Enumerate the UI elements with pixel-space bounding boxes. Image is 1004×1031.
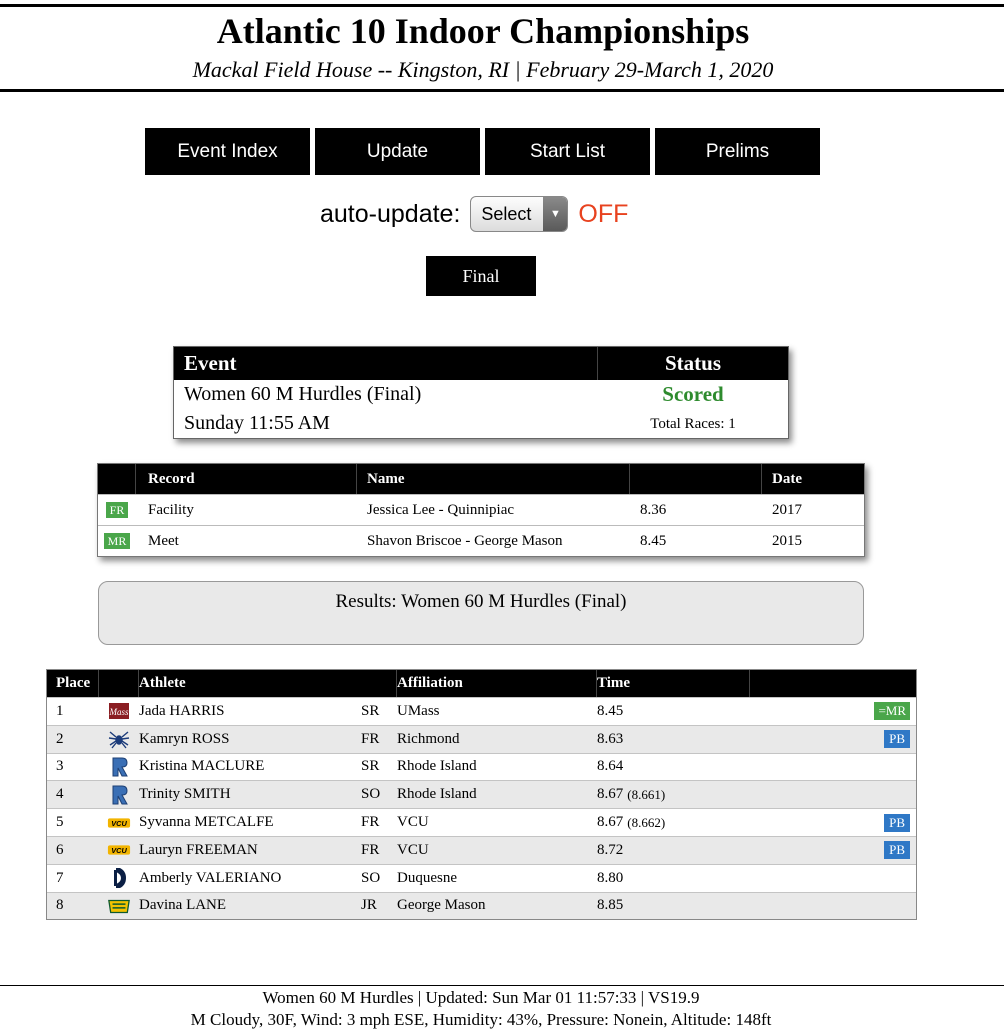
result-time: 8.67 (8.661)	[597, 786, 666, 803]
results-title-box	[98, 581, 864, 645]
athlete-year: SO	[361, 869, 381, 886]
update-button[interactable]: Update	[315, 128, 480, 175]
athlete-year: SR	[361, 702, 380, 719]
duquesne-logo-icon	[107, 868, 131, 888]
athlete-affiliation: George Mason	[397, 897, 486, 914]
auto-update-select[interactable]	[470, 196, 568, 232]
event-info-row	[174, 380, 788, 409]
athlete-year: FR	[361, 814, 380, 831]
athlete-name: Kamryn ROSS	[139, 730, 230, 747]
results-title: Results: Women 60 M Hurdles (Final)	[335, 591, 627, 612]
result-row	[47, 697, 916, 725]
header-bottom-rule	[0, 89, 1004, 92]
event-name: Women 60 M Hurdles (Final)	[184, 383, 422, 405]
athlete-affiliation: VCU	[397, 841, 429, 858]
athlete-year: JR	[361, 897, 377, 914]
athlete-name: Kristina MACLURE	[139, 758, 265, 775]
auto-update-control	[320, 196, 628, 232]
result-place: 4	[56, 786, 64, 803]
result-time: 8.67 (8.662)	[597, 814, 666, 831]
athlete-affiliation: Rhode Island	[397, 786, 477, 803]
record-type: Facility	[148, 501, 194, 518]
result-place: 3	[56, 758, 64, 775]
date-column-header: Date	[772, 470, 802, 487]
event-column-header: Event	[174, 347, 598, 380]
result-time: 8.80	[597, 869, 624, 886]
athlete-name: Trinity SMITH	[139, 786, 231, 803]
result-row	[47, 808, 916, 836]
footer-weather-line: M Cloudy, 30F, Wind: 3 mph ESE, Humidity: 43%, Pressure: Nonein, Altitude: 148ft	[190, 1010, 772, 1029]
record-row	[98, 525, 864, 556]
tiebreak-time: (8.661)	[627, 786, 666, 802]
chevron-down-icon[interactable]: ▼	[543, 197, 567, 231]
header-filler	[750, 670, 868, 697]
athlete-affiliation: Richmond	[397, 730, 460, 747]
place-column-header: Place	[47, 670, 99, 697]
result-place: 7	[56, 869, 64, 886]
result-place: 8	[56, 897, 64, 914]
tag-column-header	[868, 670, 916, 697]
total-races: Total Races: 1	[650, 415, 736, 432]
personal-best-tag: PB	[884, 841, 910, 859]
personal-best-tag: PB	[884, 814, 910, 832]
event-time: Sunday 11:55 AM	[184, 412, 330, 434]
year-column-header	[361, 670, 397, 697]
meet-record-tag: =MR	[874, 702, 910, 720]
athlete-affiliation: UMass	[397, 702, 440, 719]
auto-update-label: auto-update:	[320, 199, 461, 228]
athlete-name: Amberly VALERIANO	[139, 869, 282, 886]
svg-text:VCU: VCU	[111, 846, 127, 856]
athlete-year: FR	[361, 841, 380, 858]
result-row	[47, 725, 916, 753]
result-place: 6	[56, 841, 64, 858]
nav-bar	[145, 128, 820, 175]
athlete-year: SR	[361, 758, 380, 775]
record-holder: Jessica Lee - Quinnipiac	[367, 501, 515, 518]
status-column-header: Status	[664, 351, 722, 375]
result-row	[47, 892, 916, 920]
result-time: 8.45	[597, 702, 624, 719]
record-type: Meet	[148, 532, 179, 549]
result-row	[47, 864, 916, 892]
auto-update-status: OFF	[578, 199, 629, 228]
footer-rule	[0, 985, 1004, 986]
affiliation-column-header: Affiliation	[397, 670, 597, 697]
athlete-affiliation: VCU	[397, 814, 429, 831]
name-column-header: Name	[357, 464, 630, 494]
tiebreak-time: (8.662)	[627, 814, 666, 830]
footer-update-line: Women 60 M Hurdles | Updated: Sun Mar 01 11:57:33 | VS19.9	[262, 988, 700, 1007]
results-table	[46, 669, 917, 920]
prelims-button[interactable]: Prelims	[655, 128, 820, 175]
svg-text:VCU: VCU	[111, 818, 127, 828]
facility-record-badge: FR	[106, 502, 129, 518]
start-list-button[interactable]: Start List	[485, 128, 650, 175]
result-row	[47, 780, 916, 808]
time-column-header: Time	[597, 670, 750, 697]
result-place: 2	[56, 730, 64, 747]
records-table	[97, 463, 865, 557]
header-top-rule	[0, 4, 1004, 7]
vcu-logo-icon	[107, 840, 131, 860]
record-mark: 8.36	[640, 501, 667, 518]
result-place: 5	[56, 814, 64, 831]
record-column-header: Record	[136, 464, 357, 494]
page-subtitle: Mackal Field House -- Kingston, RI | February 29-March 1, 2020	[192, 57, 774, 82]
auto-update-select-value: Select	[481, 203, 532, 224]
athlete-name: Syvanna METCALFE	[139, 814, 274, 831]
athlete-affiliation: Duquesne	[397, 869, 457, 886]
page-title: Atlantic 10 Indoor Championships	[216, 11, 750, 51]
athlete-affiliation: Rhode Island	[397, 758, 477, 775]
athlete-year: SO	[361, 786, 381, 803]
rhode-island-logo-icon	[107, 757, 131, 777]
final-button[interactable]: Final	[426, 256, 536, 296]
result-place: 1	[56, 702, 64, 719]
event-info-table	[173, 346, 789, 439]
results-header	[47, 670, 916, 697]
meet-record-badge: MR	[104, 533, 131, 549]
event-info-header	[174, 347, 788, 380]
personal-best-tag: PB	[884, 730, 910, 748]
athlete-name: Jada HARRIS	[139, 702, 225, 719]
athlete-column-header: Athlete	[139, 675, 186, 691]
george-mason-logo-icon	[107, 896, 131, 916]
logo-column-header	[99, 670, 139, 697]
richmond-spider-logo-icon	[107, 729, 131, 749]
result-time: 8.72	[597, 841, 624, 858]
event-index-button[interactable]: Event Index	[145, 128, 310, 175]
result-time: 8.85	[597, 897, 624, 914]
vcu-logo-icon	[107, 813, 131, 833]
record-mark: 8.45	[640, 532, 667, 549]
record-date: 2017	[772, 501, 802, 518]
result-row	[47, 836, 916, 864]
umass-logo-icon	[107, 701, 131, 721]
event-info-row	[174, 409, 788, 438]
svg-text:Mass: Mass	[109, 707, 129, 718]
athlete-name: Davina LANE	[139, 897, 227, 914]
result-time: 8.63	[597, 730, 624, 747]
result-time: 8.64	[597, 758, 624, 775]
athlete-name: Lauryn FREEMAN	[139, 841, 258, 858]
record-holder: Shavon Briscoe - George Mason	[367, 532, 563, 549]
records-header	[98, 464, 864, 494]
athlete-year: FR	[361, 730, 380, 747]
record-date: 2015	[772, 532, 802, 549]
rhode-island-logo-icon	[107, 785, 131, 805]
records-header-icon-col	[98, 464, 136, 494]
event-status: Scored	[662, 382, 724, 406]
record-row	[98, 494, 864, 525]
mark-column-header	[630, 464, 762, 494]
result-row	[47, 753, 916, 781]
